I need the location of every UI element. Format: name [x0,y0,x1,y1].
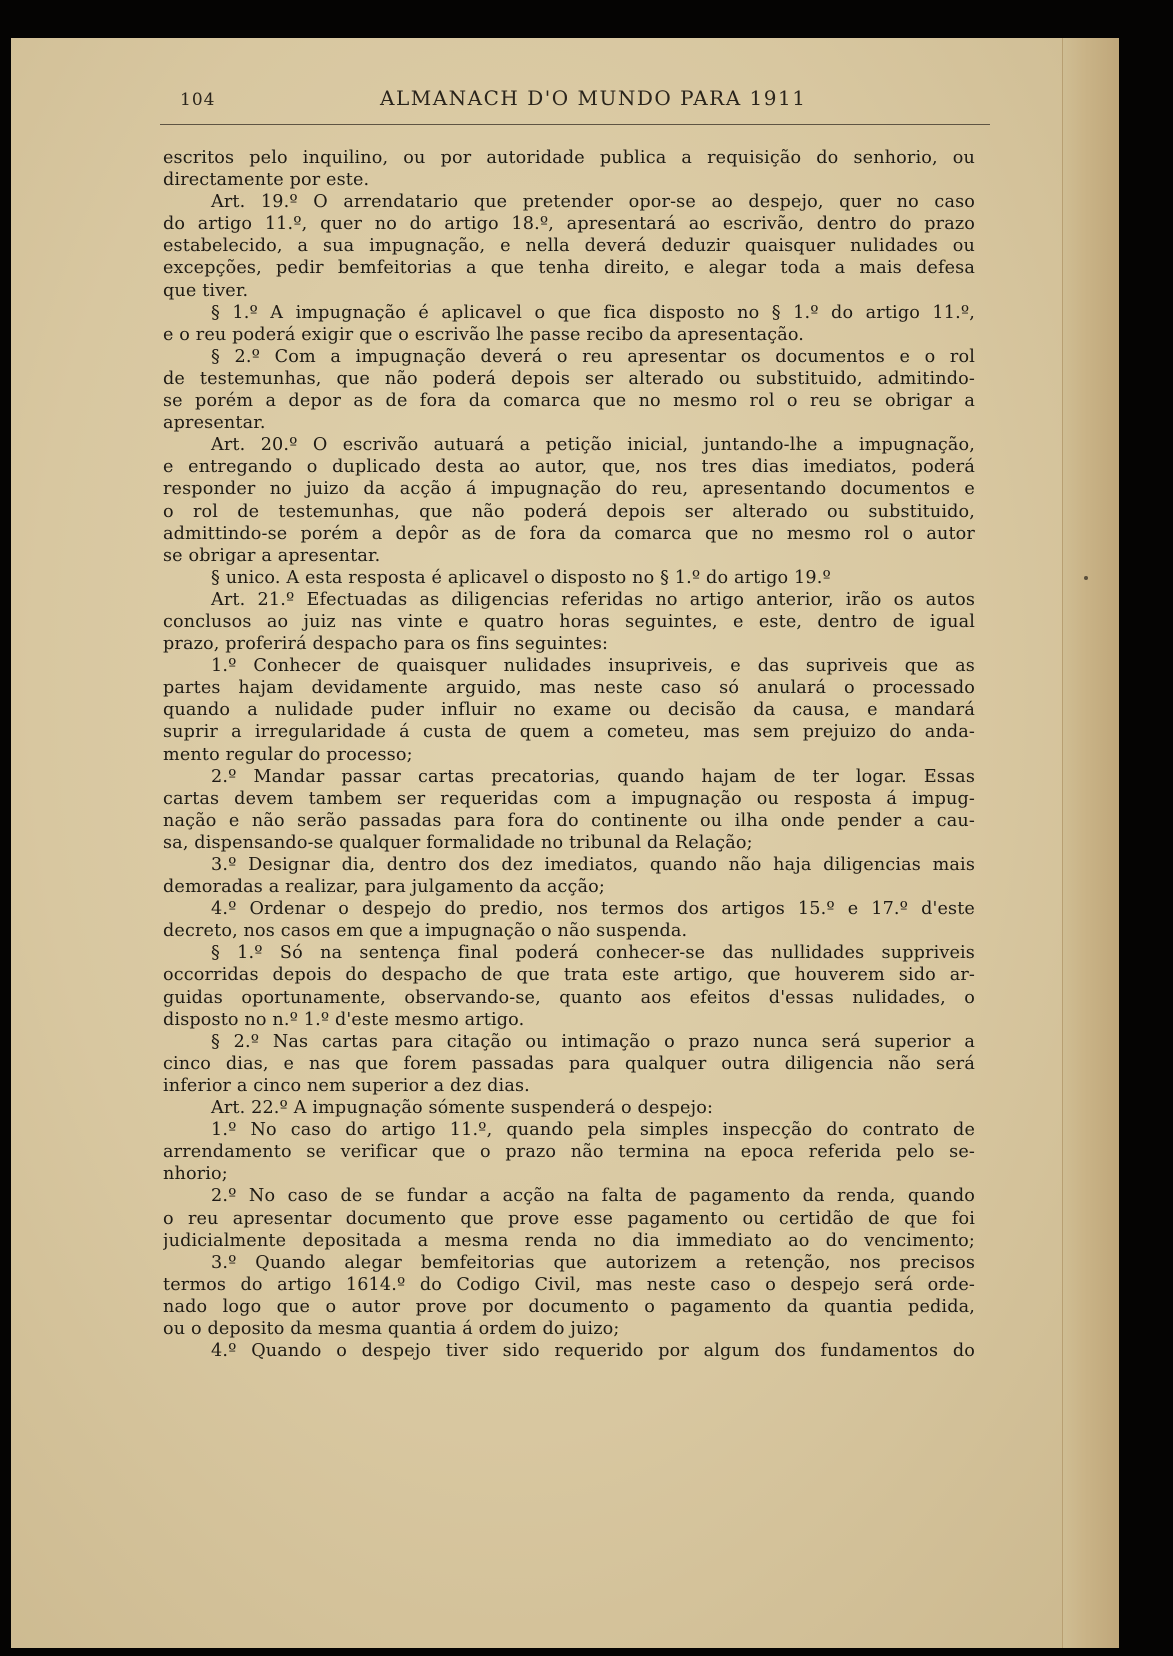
text-line: 4.º Ordenar o despejo do predio, nos termos dos artigos 15.º e 17.º d'este [211,899,975,920]
text-line: Art. 22.º A impugnação sómente suspenderá o despejo: [211,1098,714,1119]
text-line: partes hajam devidamente arguido, mas neste caso só anulará o processado [163,678,975,699]
text-line: prazo, proferirá despacho para os fins seguintes: [163,634,609,655]
text-line: apresentar. [163,413,266,434]
text-line: sa, dispensando-se qualquer formalidade no tribunal da Relação; [163,832,753,853]
text-line: o rol de testemunhas, que não poderá depois ser alterado ou substituido, [163,501,975,522]
text-line: quando a nulidade puder influir no exame ou decisão da causa, e mandará [163,700,975,721]
text-line: § 1.º Só na sentença final poderá conhecer-se das nullidades suppriveis [211,943,975,964]
text-line: admittindo-se porém a depôr as de fora da comarca que no mesmo rol o autor [163,523,975,544]
text-line: 1.º Conhecer de quaisquer nulidades insupriveis, e das supriveis que as [211,656,975,677]
text-line: arrendamento se verificar que o prazo não termina na epoca referida pelo se- [163,1142,975,1163]
text-line: mento regular do processo; [163,744,413,765]
text-line: cinco dias, e nas que forem passadas para qualquer outra diligencia não será [163,1053,975,1074]
text-line: 4.º Quando o despejo tiver sido requerido por algum dos fundamentos do [211,1341,975,1362]
text-line: se obrigar a apresentar. [163,545,381,566]
ink-speck [1084,576,1088,580]
text-line: suprir a irregularidade á custa de quem a cometeu, mas sem prejuizo do anda- [163,722,975,743]
text-line: Art. 19.º O arrendatario que pretender opor-se ao despejo, quer no caso [211,192,975,213]
text-line: judicialmente depositada a mesma renda no dia immediato ao do vencimento; [163,1230,975,1251]
page-header [160,82,978,122]
text-line: Art. 21.º Efectuadas as diligencias referidas no artigo anterior, irão os autos [211,589,975,610]
header-rule [160,124,990,125]
text-line: excepções, pedir bemfeitorias a que tenha direito, e alegar toda a mais defesa [163,258,975,279]
text-line: demoradas a realizar, para julgamento da acção; [163,877,605,898]
text-line: estabelecido, a sua impugnação, e nella deverá deduzir quaisquer nulidades ou [163,236,975,257]
text-line: ou o deposito da mesma quantia á ordem do juizo; [163,1318,620,1339]
text-line: 1.º No caso do artigo 11.º, quando pela simples inspecção do contrato de [211,1120,975,1141]
text-line: e o reu poderá exigir que o escrivão lhe passe recibo da apresentação. [163,324,805,345]
text-line: cartas devem tambem ser requeridas com a impugnação ou resposta á impug- [163,788,975,809]
text-line: § 2.º Com a impugnação deverá o reu apresentar os documentos e o rol [211,346,975,367]
text-line: inferior a cinco nem superior a dez dias. [163,1075,530,1096]
text-line: termos do artigo 1614.º do Codigo Civil, mas neste caso o despejo será orde- [163,1274,975,1295]
text-line: 2.º Mandar passar cartas precatorias, quando hajam de ter logar. Essas [211,766,975,787]
text-line: responder no juizo da acção á impugnação do reu, apresentando documentos e [163,479,975,500]
text-line: § 1.º A impugnação é aplicavel o que fica disposto no § 1.º do artigo 11.º, [211,302,975,323]
text-line: § unico. A esta resposta é aplicavel o disposto no § 1.º do artigo 19.º [211,567,831,588]
text-line: disposto no n.º 1.º d'este mesmo artigo. [163,1009,525,1030]
text-line: 3.º Designar dia, dentro dos dez imediatos, quando não haja diligencias mais [211,855,975,875]
text-line: de testemunhas, que não poderá depois ser alterado ou substituido, admitindo- [163,368,975,389]
text-line: nado logo que o autor prove por documento o pagamento da quantia pedida, [163,1296,975,1317]
running-title: ALMANACH D'O MUNDO PARA 1911 [380,86,807,110]
text-line: guidas oportunamente, observando-se, quanto aos efeitos d'essas nulidades, o [163,987,975,1008]
body-text [163,147,975,1362]
text-line: que tiver. [163,280,249,301]
text-line: § 2.º Nas cartas para citação ou intimação o prazo nunca será superior a [211,1031,975,1052]
text-line: conclusos ao juiz nas vinte e quatro horas seguintes, e este, dentro de igual [163,611,975,632]
page-edge [1062,38,1119,1648]
text-line: nhorio; [163,1164,228,1185]
text-line: e entregando o duplicado desta ao autor, que, nos tres dias imediatos, poderá [163,457,975,478]
text-line: do artigo 11.º, quer no do artigo 18.º, apresentará ao escrivão, dentro do prazo [163,214,975,235]
text-line: directamente por este. [163,170,370,191]
text-line: 3.º Quando alegar bemfeitorias que autorizem a retenção, nos precisos [211,1252,975,1273]
text-line: Art. 20.º O escrivão autuará a petição inicial, juntando-lhe a impugnação, [211,435,975,456]
text-line: escritos pelo inquilino, ou por autoridade publica a requisição do senhorio, ou [163,148,975,168]
text-line: o reu apresentar documento que prove esse pagamento ou certidão de que foi [163,1208,975,1229]
text-line: 2.º No caso de se fundar a acção na falta de pagamento da renda, quando [211,1186,975,1207]
page-number: 104 [180,90,216,110]
text-line: occorridas depois do despacho de que trata este artigo, que houverem sido ar- [163,965,975,986]
text-line: nação e não serão passadas para fora do continente ou ilha onde pender a cau- [163,810,975,831]
text-line: decreto, nos casos em que a impugnação o não suspenda. [163,921,688,942]
text-line: se porém a depor as de fora da comarca que no mesmo rol o reu se obrigar a [163,391,975,412]
